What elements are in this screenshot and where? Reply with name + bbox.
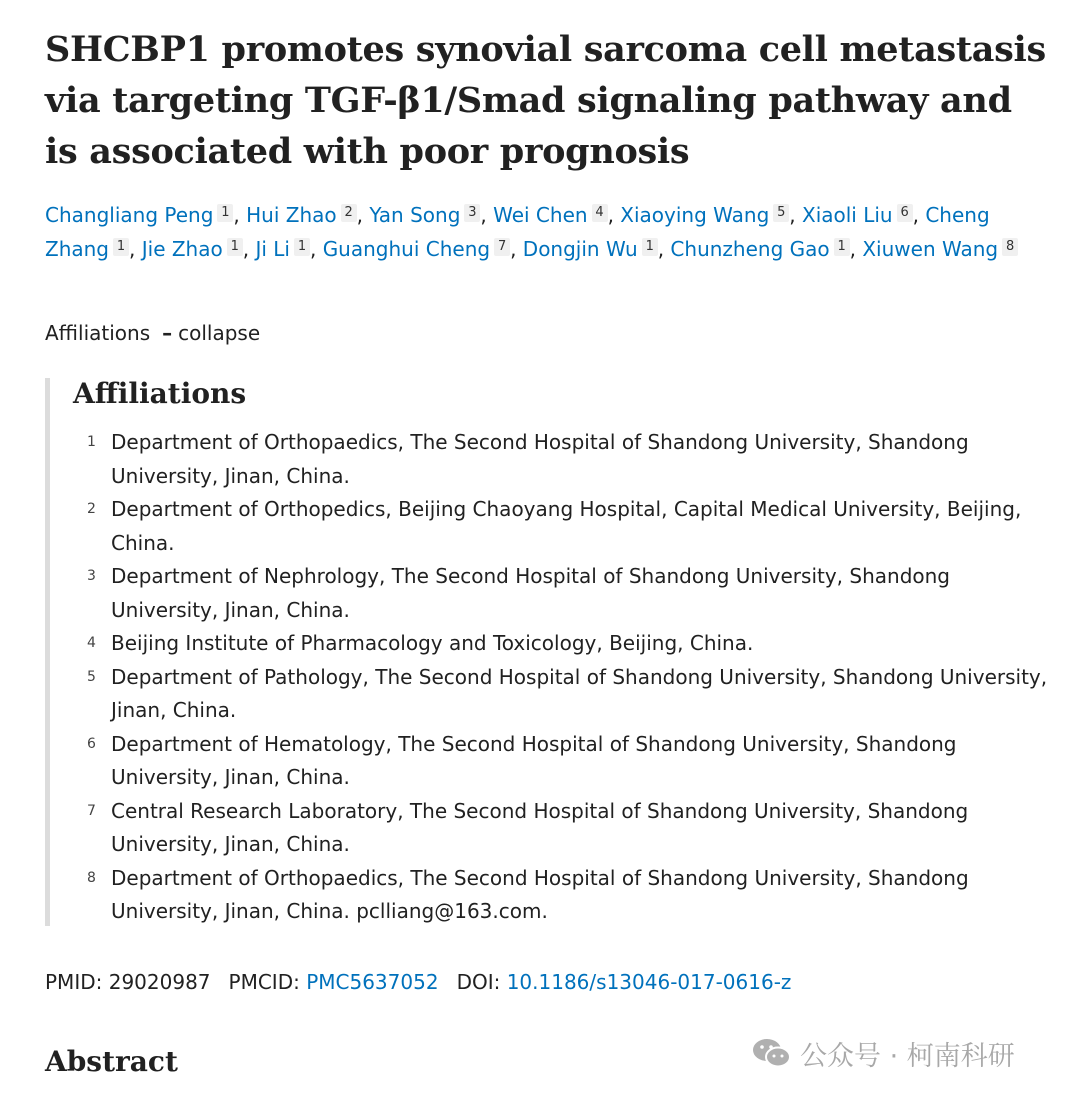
affiliation-superscript[interactable]: 2 [341,204,357,222]
affiliation-item [80,627,1060,661]
affiliation-text: Department of Orthopaedics, The Second Hospital of Shandong University, Shandong University, Jinan, China. [111,430,969,488]
affiliation-superscript[interactable]: 1 [227,238,243,256]
affiliation-number: 8 [87,869,96,886]
author-link[interactable]: Hui Zhao [246,203,337,227]
affiliation-item [80,795,1060,862]
author-entry [45,203,233,227]
affiliation-number: 2 [87,501,96,517]
doi-link[interactable]: 10.1186/s13046-017-0616-z [506,970,792,994]
author-link[interactable]: Changliang Peng [45,203,214,227]
author-entry [323,237,510,261]
affiliations-toggle[interactable] [45,319,260,347]
affiliation-item [80,493,1060,560]
affiliation-superscript[interactable]: 7 [494,238,510,256]
author-list: Changliang Peng 1 , Hui Zhao 2 , Yan Song 3 , Wei Chen 4 , Xiaoying Wang 5 , Xiaoli Liu 6 , Cheng Zhang 1 , Jie Zhao 1 , Ji Li 1 , Guanghui Cheng 7 , Dongjin Wu 1 , Chunzheng Gao 1 , Xiuwen Wang 8 [45,199,1045,266]
affiliation-superscript[interactable]: 1 [217,204,233,222]
author-link[interactable]: Xiaoli Liu [802,203,893,227]
affiliation-text: Department of Pathology, The Second Hospital of Shandong University, Shandong University, Jinan, China. [111,664,1048,722]
affiliation-superscript[interactable]: 1 [642,238,658,256]
author-entry [493,203,607,227]
affiliations-list [80,426,1060,929]
affiliation-superscript[interactable]: 1 [294,238,310,256]
affiliation-superscript[interactable]: 8 [1002,238,1018,256]
author-link[interactable]: Jie Zhao [141,236,223,261]
author-entry [802,203,913,227]
affiliation-text: Department of Hematology, The Second Hospital of Shandong University, Shandong University, Jinan, China. [111,731,957,789]
author-link[interactable]: Xiuwen Wang [862,236,999,261]
affiliation-item [80,862,1060,929]
affiliation-superscript[interactable]: 5 [773,204,789,222]
collapse-dash-icon: – [162,321,173,345]
author-entry [862,237,1018,261]
affiliation-superscript[interactable]: 1 [834,238,850,256]
doi-label: DOI: [456,970,501,994]
author-link[interactable]: Xiaoying Wang [620,203,770,227]
affiliation-number: 6 [87,735,96,752]
pmcid-label: PMCID: [228,970,300,994]
abstract-heading: Abstract [45,1045,178,1078]
affiliation-item [80,728,1060,795]
affiliations-heading: Affiliations [73,377,247,410]
affiliation-superscript[interactable]: 4 [592,204,608,222]
affiliation-number: 7 [87,802,96,819]
author-entry [620,203,789,227]
affiliations-panel [45,378,1060,926]
article-identifiers [45,966,791,998]
affiliations-toggle-label: Affiliations [45,321,151,345]
affiliation-number: 4 [87,635,96,651]
affiliation-text: Department of Orthopedics, Beijing Chaoyang Hospital, Capital Medical University, Beijing, China. [111,497,1022,555]
article-title: SHCBP1 promotes synovial sarcoma cell metastasis via targeting TGF-β1/Smad signaling pathway and is associated with poor prognosis [45,29,1046,172]
pmcid-link[interactable]: PMC5637052 [306,970,439,994]
affiliation-text: Department of Orthopaedics, The Second Hospital of Shandong University, Shandong University, Jinan, China. pclliang@163.com. [111,865,969,923]
affiliation-item [80,426,1060,493]
affiliation-superscript[interactable]: 6 [897,204,913,222]
author-entry [142,237,243,261]
affiliation-number: 1 [87,434,96,450]
author-entry [523,237,658,261]
affiliation-text: Central Research Laboratory, The Second Hospital of Shandong University, Shandong University, Jinan, China. [111,798,969,856]
author-entry [369,203,480,227]
pmid-label: PMID: [45,970,103,994]
affiliation-text: Beijing Institute of Pharmacology and Toxicology, Beijing, China. [111,631,754,655]
author-link[interactable]: Dongjin Wu [522,236,638,261]
affiliation-superscript[interactable]: 3 [464,204,480,222]
author-link[interactable]: Wei Chen [493,203,588,227]
watermark [752,1033,1015,1073]
pmid-value: 29020987 [108,970,211,994]
author-link[interactable]: Ji Li [255,236,290,261]
author-link[interactable]: Guanghui Cheng [322,236,491,261]
author-link[interactable]: Yan Song [369,203,461,227]
author-entry [246,203,357,227]
author-entry [255,237,310,261]
collapse-link[interactable]: collapse [178,321,261,345]
affiliation-number: 5 [87,668,96,685]
affiliation-item [80,560,1060,627]
watermark-text: 公众号 · 柯南科研 [800,1040,1015,1072]
wechat-icon [752,1037,792,1069]
author-link[interactable]: Chunzheng Gao [670,236,830,261]
affiliation-number: 3 [87,568,96,584]
author-link[interactable]: Cheng Zhang [45,203,990,261]
affiliation-text: Department of Nephrology, The Second Hospital of Shandong University, Shandong University, Jinan, China. [111,564,950,622]
affiliation-item [80,661,1060,728]
author-entry [670,237,849,261]
affiliation-superscript[interactable]: 1 [113,238,129,256]
